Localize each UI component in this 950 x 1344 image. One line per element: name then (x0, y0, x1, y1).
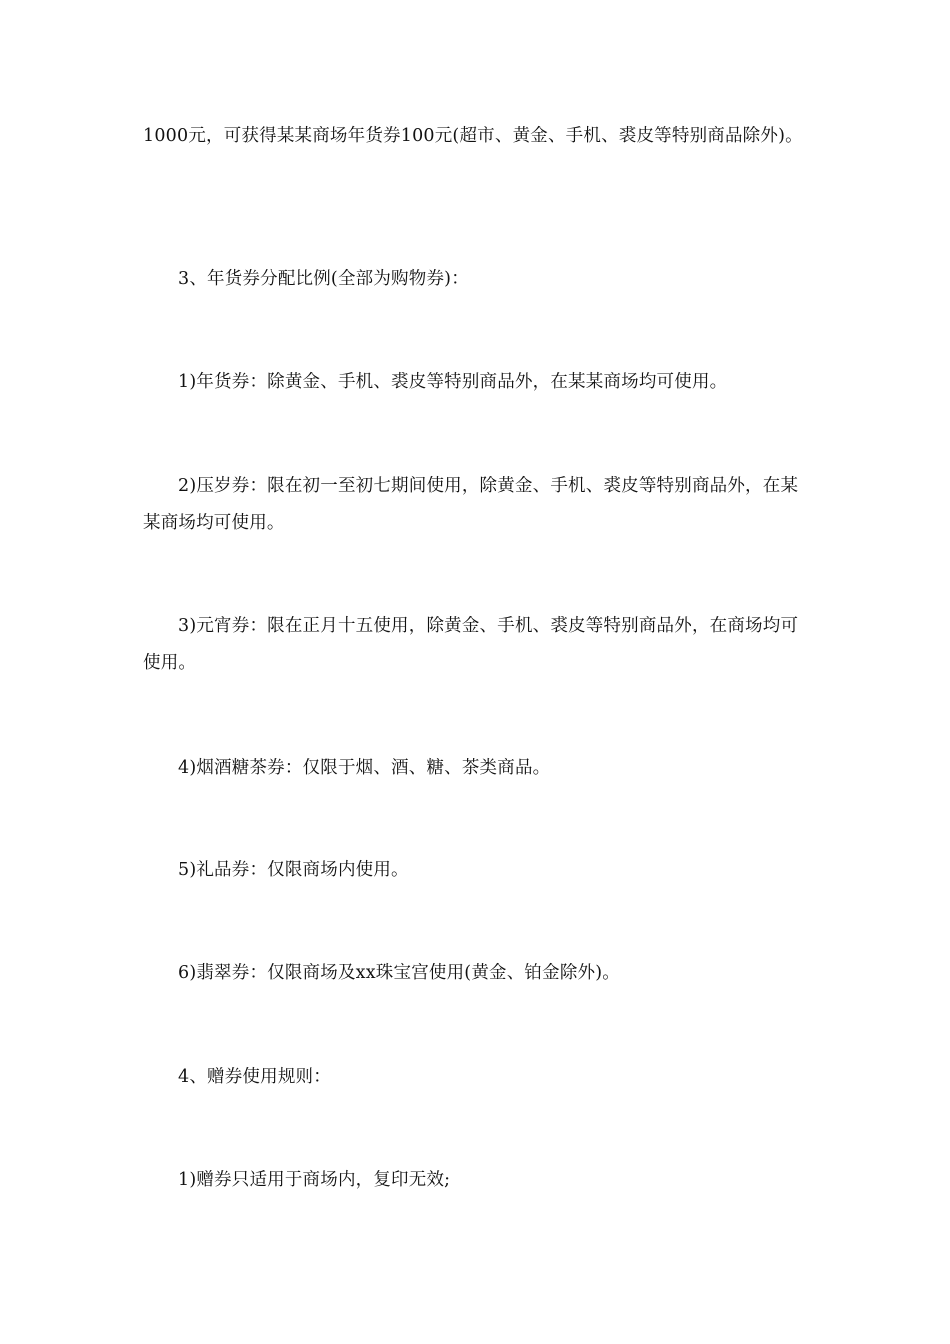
section-heading-4: 4、赠券使用规则： (178, 1067, 331, 1087)
paragraph-continuation: 1000元，可获得某某商场年货券100元(超市、黄金、手机、裘皮等特别商品除外)。 (143, 126, 803, 146)
rule-item-1: 1)赠券只适用于商场内，复印无效; (178, 1170, 451, 1190)
section-heading-3: 3、年货券分配比例(全部为购物券)： (178, 269, 469, 289)
list-item-4: 4)烟酒糖茶券：仅限于烟、酒、糖、茶类商品。 (178, 758, 551, 778)
list-item-3: 3)元宵券：限在正月十五使用，除黄金、手机、裘皮等特别商品外，在商场均可使用。 (143, 616, 799, 673)
list-item-2: 2)压岁券：限在初一至初七期间使用，除黄金、手机、裘皮等特别商品外，在某某商场均可使用。 (143, 476, 799, 533)
list-item-5: 5)礼品券：仅限商场内使用。 (178, 860, 409, 880)
list-item-6: 6)翡翠券：仅限商场及xx珠宝宫使用(黄金、铂金除外)。 (178, 963, 620, 983)
list-item-1: 1)年货券：除黄金、手机、裘皮等特别商品外，在某某商场均可使用。 (178, 372, 728, 392)
